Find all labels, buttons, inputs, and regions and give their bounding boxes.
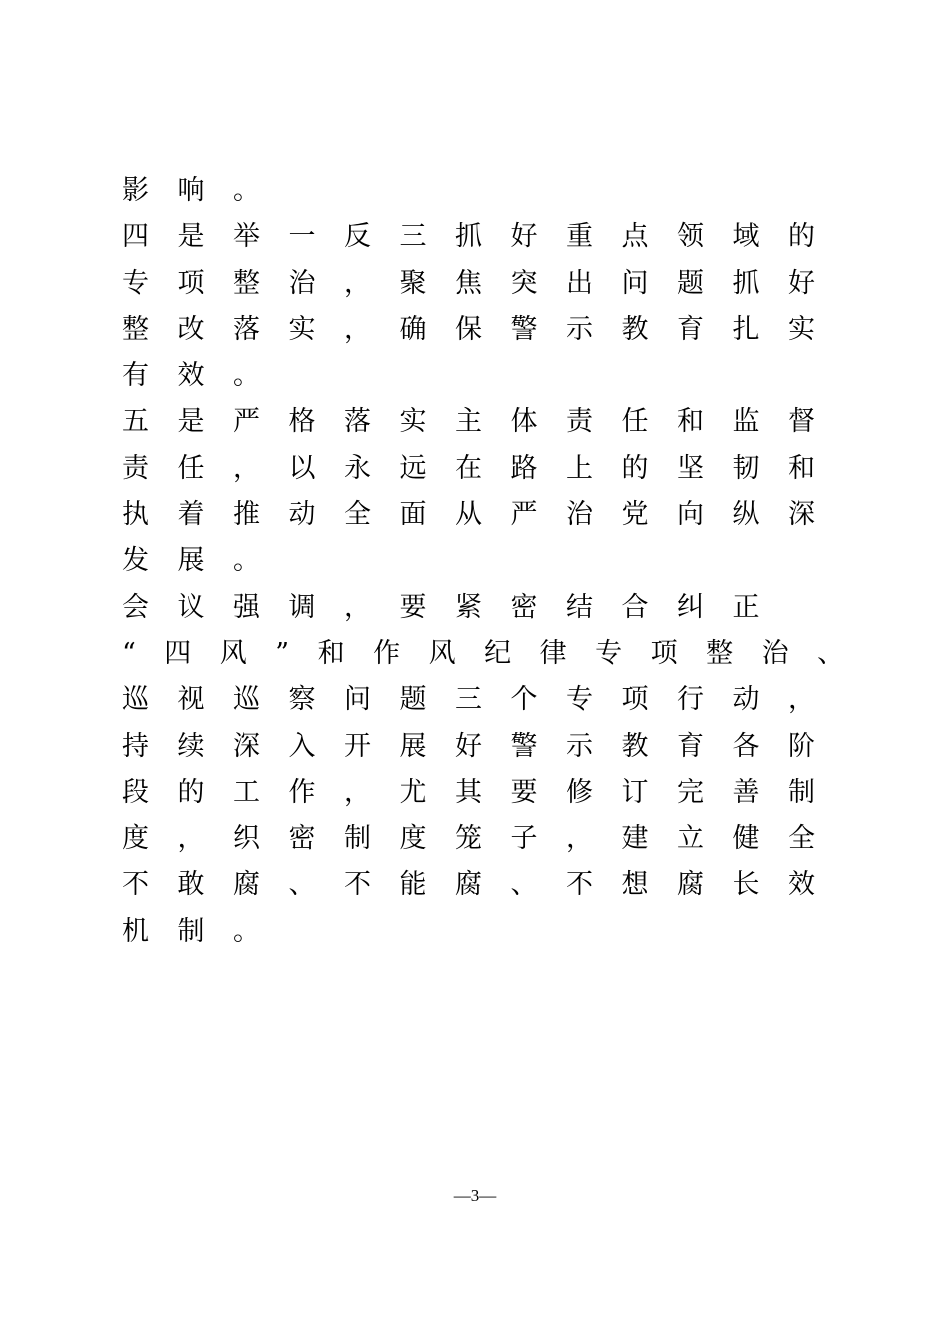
text-line: 持续深入开展好警示教育各阶 <box>122 730 844 762</box>
text-line: 巡视巡察问题三个专项行动， <box>122 684 844 716</box>
text-line: 有效。 <box>122 360 289 392</box>
text-line: 机制。 <box>122 915 289 947</box>
text-line: 四是举一反三抓好重点领域的 <box>122 221 844 253</box>
text-line: 度，织密制度笼子，建立健全 <box>122 823 844 855</box>
text-line: 整改落实，确保警示教育扎实 <box>122 313 844 345</box>
text-line: 专项整治，聚焦突出问题抓好 <box>122 267 844 299</box>
text-line: 五是严格落实主体责任和监督 <box>122 406 844 438</box>
text-line: 不敢腐、不能腐、不想腐长效 <box>122 869 844 901</box>
body-text <box>122 168 873 955</box>
text-line: 段的工作，尤其要修订完善制 <box>122 776 844 808</box>
text-line: 会议强调，要紧密结合纠正 <box>122 591 788 623</box>
text-line: 影响。 <box>122 175 289 206</box>
page-number: —3— <box>453 1186 497 1205</box>
text-line: 执着推动全面从严治党向纵深 <box>122 499 844 531</box>
text-line: 发展。 <box>122 545 289 577</box>
text-line: 责任，以永远在路上的坚韧和 <box>122 452 844 484</box>
text-line: “四风”和作风纪律专项整治、 <box>122 637 873 669</box>
